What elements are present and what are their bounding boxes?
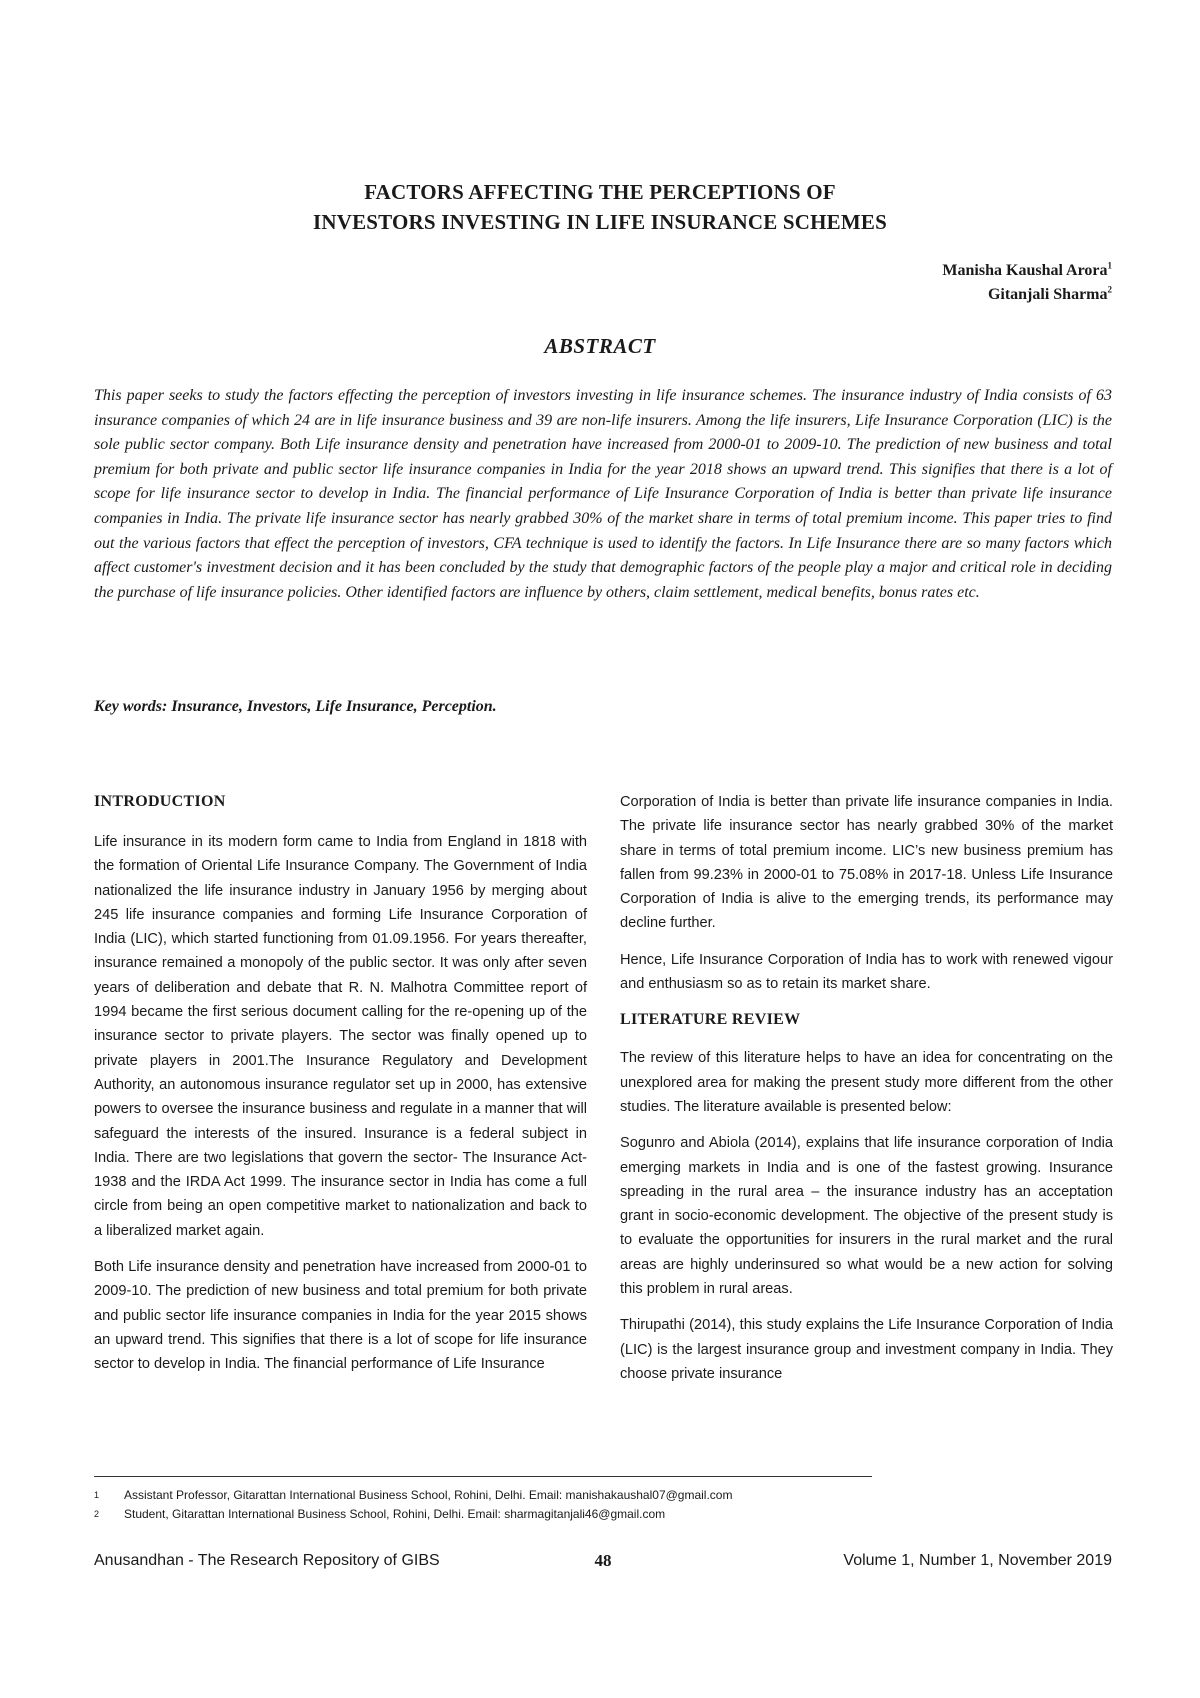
- author-list: [942, 259, 1112, 307]
- keywords: Key words: Insurance, Investors, Life Insurance, Perception.: [94, 698, 497, 715]
- right-column: [620, 790, 1113, 1398]
- title-line-1: FACTORS AFFECTING THE PERCEPTIONS OF: [364, 180, 836, 204]
- abstract-text: This paper seeks to study the factors effecting the perception of investors investing in life insurance schemes. The insurance industry of India consists of 63 insurance companies of which 24 are in life insurance business and 39 are non-life insurers. Among the life insurers, Life Insurance Corporation (LIC) is the sole public sector company. Both Life insurance density and penetration have increased from 2000-01 to 2009-10. The prediction of new business and total premium for both private and public sector life insurance companies in India for the year 2018 shows an upward trend. This signifies that there is a lot of scope for life insurance sector to develop in India. The financial performance of Life Insurance Corporation of India is better than private life insurance companies in India. The private life insurance sector has nearly grabbed 30% of the market share in terms of total premium income. This paper tries to find out the various factors that effect the perception of investors, CFA technique is used to identify the factors. In Life Insurance there are so many factors which affect customer's investment decision and it has been concluded by the study that demographic factors of the people play a major and critical role in deciding the purchase of life insurance policies. Other identified factors are influence by others, claim settlement, medical benefits, bonus rates etc.: [94, 387, 1112, 601]
- author-name: Manisha Kaushal Arora: [942, 262, 1108, 279]
- page-number: 48: [594, 1551, 612, 1570]
- author-footnote-mark: 1: [1107, 260, 1112, 271]
- introduction-paragraph-3: Hence, Life Insurance Corporation of India has to work with renewed vigour and enthusiasm so as to retain its market share.: [620, 951, 1113, 993]
- page-footer: [94, 1549, 1112, 1573]
- literature-paragraph-3: Thirupathi (2014), this study explains the Life Insurance Corporation of India (LIC) is the largest insurance group and investment company in India. They choose private insurance: [620, 1317, 1113, 1382]
- literature-paragraph-1: The review of this literature helps to have an idea for concentrating on the unexplored area for making the present study more different from the other studies. The literature available is presented below:: [620, 1050, 1113, 1115]
- abstract-heading: ABSTRACT: [544, 334, 656, 358]
- introduction-paragraph-2-continued: Corporation of India is better than private life insurance companies in India. The private life insurance sector has nearly grabbed 30% of the market share in terms of total premium income. LIC’s new business premium has fallen from 99.23% in 2000-01 to 75.08% in 2017-18. Unless Life Insurance Corporation of India is alive to the emerging trends, its performance may decline further.: [620, 794, 1113, 932]
- author-1: [942, 259, 1112, 283]
- issue-info: Volume 1, Number 1, November 2019: [843, 1552, 1112, 1569]
- author-footnote-mark: 2: [1107, 284, 1112, 295]
- footnote-text: Student, Gitarattan International Business School, Rohini, Delhi. Email: sharmagitanjali46@gmail.com: [124, 1507, 666, 1521]
- introduction-heading: INTRODUCTION: [94, 793, 226, 810]
- left-column: [94, 790, 587, 1389]
- footnote-1: [94, 1486, 1112, 1505]
- literature-review-heading: LITERATURE REVIEW: [620, 1011, 801, 1029]
- paper-title: [0, 177, 1200, 237]
- introduction-paragraph-1: Life insurance in its modern form came to India from England in 1818 with the formation of Oriental Life Insurance Company. The Government of India nationalized the life insurance industry in January 1956 by merging about 245 life insurance companies and forming Life Insurance Corporation of India (LIC), which started functioning from 01.09.1956. For years thereafter, insurance remained a monopoly of the public sector. It was only after seven years of deliberation and debate that R. N. Malhotra Committee report of 1994 became the first serious document calling for the re-opening up of the insurance sector to private players. The sector was finally opened up to private players in 2001.The Insurance Regulatory and Development Authority, an autonomous insurance regulator set up in 2000, has extensive powers to oversee the insurance business and regulate in a manner that will safeguard the interests of the insured. Insurance is a federal subject in India. There are two legislations that govern the sector- The Insurance Act-1938 and the IRDA Act 1999. The insurance sector in India has come a full circle from being an open competitive market to nationalization and back to a liberalized market again.: [94, 834, 587, 1239]
- title-line-2: INVESTORS INVESTING IN LIFE INSURANCE SCHEMES: [312, 210, 887, 234]
- author-name: Gitanjali Sharma: [987, 286, 1108, 303]
- footnote-mark: 2: [94, 1509, 100, 1519]
- footnote-mark: 1: [94, 1490, 100, 1500]
- footnote-2: [94, 1505, 1112, 1524]
- journal-name: Anusandhan - The Research Repository of GIBS: [94, 1552, 440, 1569]
- footnotes: [94, 1486, 1112, 1524]
- literature-paragraph-2: Sogunro and Abiola (2014), explains that life insurance corporation of India emerging markets in India and is one of the fastest growing. Insurance spreading in the rural area – the insurance industry has an acceptation grant in socio-economic development. The objective of the present study is to evaluate the opportunities for insurers in the rural market and the rural areas are highly underinsured so what would be a new action for solving this problem in rural areas.: [620, 1135, 1113, 1298]
- introduction-paragraph-2: Both Life insurance density and penetration have increased from 2000-01 to 2009-10. The prediction of new business and total premium for both private and public sector life insurance companies in India for the year 2015 shows an upward trend. This signifies that there is a lot of scope for life insurance sector to develop in India. The financial performance of Life Insurance: [94, 1259, 587, 1373]
- author-2: [942, 283, 1112, 307]
- footnote-divider: [94, 1476, 872, 1477]
- footnote-text: Assistant Professor, Gitarattan International Business School, Rohini, Delhi. Email: manishakaushal07@gmail.com: [124, 1488, 733, 1502]
